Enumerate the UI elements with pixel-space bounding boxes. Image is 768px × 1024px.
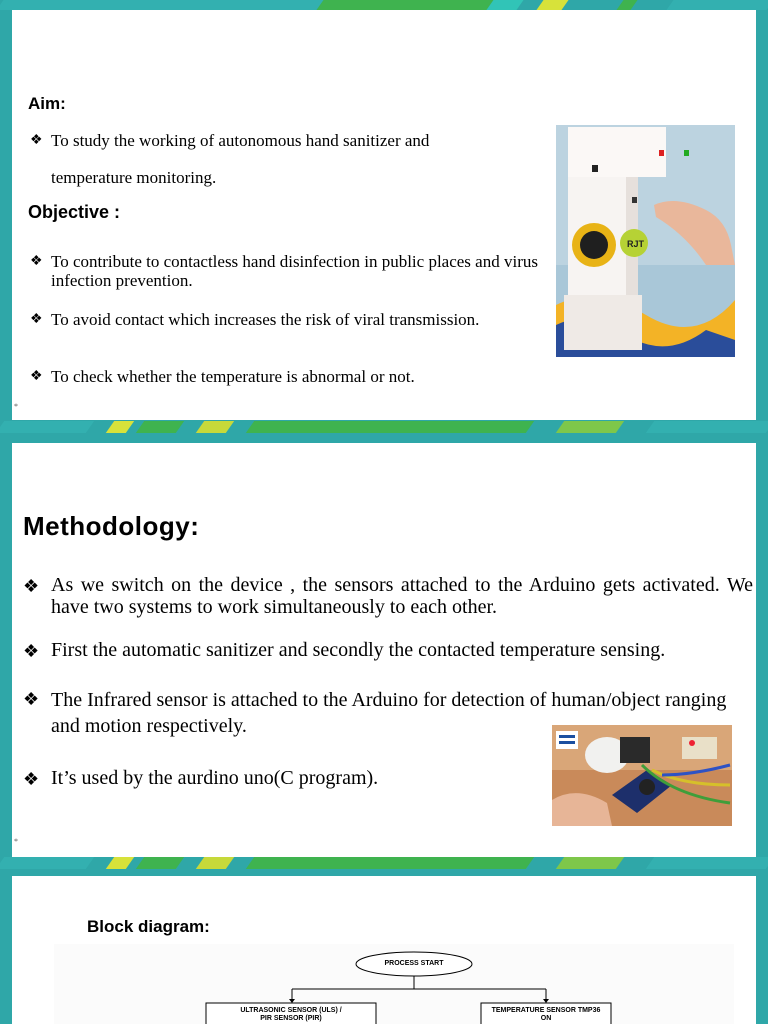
bullet-diamond-icon: ❖ [30, 133, 43, 148]
bullet-diamond-icon: ❖ [23, 769, 40, 789]
block-diagram [54, 944, 734, 1024]
aim-text-line2: temperature monitoring. [51, 168, 217, 187]
bullet-diamond-icon: ❖ [30, 369, 43, 384]
objective-text: To avoid contact which increases the risk of viral transmission. [51, 310, 480, 329]
methodology-heading: Methodology: [23, 511, 200, 541]
sanitizer-photo [556, 125, 735, 357]
objective-item [30, 310, 545, 329]
methodology-text: As we switch on the device , the sensors attached to the Arduino gets activated. We have two systems to work simultaneously to each other. [51, 574, 753, 618]
methodology-point [23, 767, 543, 789]
slide-marker: * [14, 837, 18, 846]
methodology-text: The Infrared sensor is attached to the Arduino for detection of human/object ranging and motion respectively. [51, 689, 727, 737]
photo-label: RJT [627, 239, 645, 249]
slide-aim-objective [12, 10, 756, 420]
aim-heading: Aim: [28, 94, 66, 113]
top-stripe [0, 0, 768, 10]
methodology-point [23, 574, 753, 618]
bullet-diamond-icon: ❖ [30, 254, 43, 269]
objective-item [30, 367, 545, 386]
objective-text: To contribute to contactless hand disinfection in public places and virus infection prevention. [51, 252, 538, 290]
objective-text: To check whether the temperature is abnormal or not. [51, 367, 415, 386]
aim-text-line1: To study the working of autonomous hand sanitizer and [51, 131, 430, 150]
methodology-point [23, 639, 753, 661]
objective-item [30, 252, 545, 290]
pir-sensor-node-line2: PIR SENSOR (PIR) [260, 1015, 322, 1022]
temperature-sensor-node-line2: ON [540, 1015, 552, 1022]
aim-bullet [30, 131, 510, 187]
middle-stripe-1 [0, 421, 768, 433]
arduino-sensor-photo [552, 725, 732, 826]
bullet-diamond-icon: ❖ [23, 576, 40, 596]
process-start-node: PROCESS START [384, 960, 444, 967]
slide-marker: * [14, 402, 18, 411]
bullet-diamond-icon: ❖ [30, 312, 43, 327]
methodology-text: First the automatic sanitizer and secondly the contacted temperature sensing. [51, 639, 666, 661]
objective-heading: Objective : [28, 202, 121, 222]
slide-block-diagram [12, 876, 756, 1024]
block-diagram-heading: Block diagram: [87, 917, 210, 936]
methodology-text: It’s used by the aurdino uno(C program). [51, 767, 379, 789]
bullet-diamond-icon: ❖ [23, 641, 40, 661]
temperature-sensor-node-line1: TEMPERATURE SENSOR TMP36 [491, 1007, 601, 1014]
slide-methodology [12, 443, 756, 857]
ultrasonic-sensor-node-line1: ULTRASONIC SENSOR (ULS) / [240, 1007, 342, 1014]
middle-stripe-2 [0, 857, 768, 869]
bullet-diamond-icon: ❖ [23, 689, 40, 709]
